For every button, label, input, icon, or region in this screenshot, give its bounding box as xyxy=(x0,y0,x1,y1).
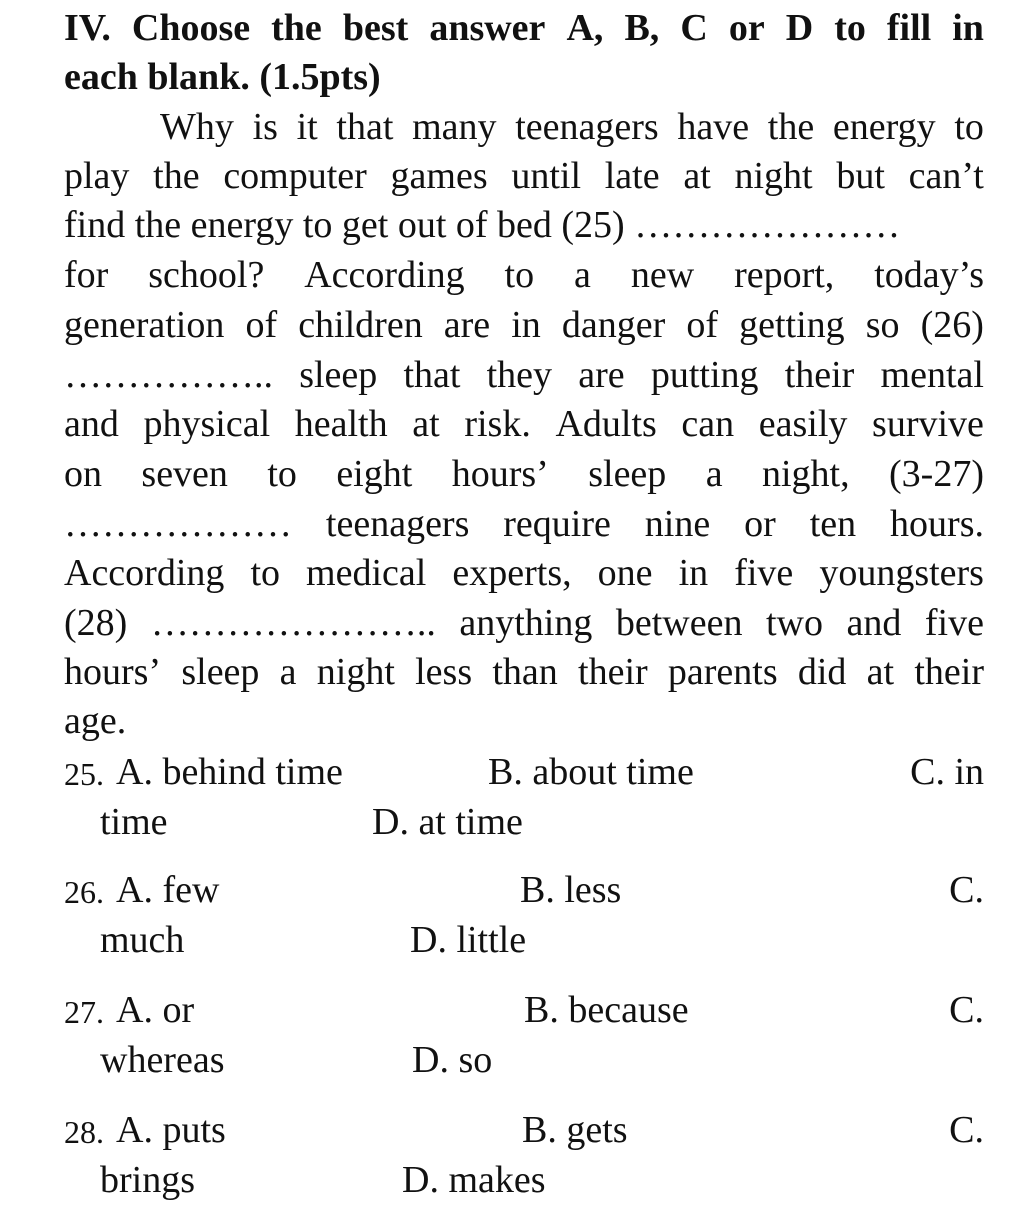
passage-line-5 xyxy=(64,301,984,349)
word: mental xyxy=(880,354,984,396)
option-d: D. so xyxy=(412,1039,493,1081)
passage-line-13: age. xyxy=(64,700,127,742)
word: hours’ xyxy=(451,453,549,495)
question-number: 27. xyxy=(64,994,104,1030)
word: the xyxy=(271,7,322,49)
word: ………………….. xyxy=(150,602,436,644)
option-c-continued: much xyxy=(100,919,185,961)
word: parents xyxy=(667,651,778,693)
word: a xyxy=(574,254,591,296)
word: a xyxy=(705,453,723,495)
passage-line-12 xyxy=(64,648,984,696)
word: two xyxy=(765,602,823,644)
option-c: C. xyxy=(949,869,984,911)
word: B, xyxy=(624,7,660,49)
word: the xyxy=(767,106,815,148)
word: have xyxy=(677,106,750,148)
word: According xyxy=(304,254,465,296)
word: games xyxy=(390,155,488,197)
word: A, xyxy=(566,7,604,49)
option-c-continued: time xyxy=(100,801,168,843)
word: night xyxy=(734,155,813,197)
passage-line-11 xyxy=(64,599,984,647)
option-a: A. behind time xyxy=(116,751,343,793)
word: health xyxy=(294,403,388,445)
passage-line-10 xyxy=(64,549,984,597)
word: is xyxy=(252,106,278,148)
word: for xyxy=(64,254,109,296)
section-heading-line-1 xyxy=(64,4,984,52)
word: anything xyxy=(459,602,593,644)
option-c: C. in xyxy=(910,751,984,793)
word: new xyxy=(630,254,695,296)
option-a: A. puts xyxy=(116,1109,226,1151)
word: survive xyxy=(872,403,984,445)
word: play xyxy=(64,155,130,197)
word: of xyxy=(686,304,719,346)
word: a xyxy=(279,651,297,693)
word: between xyxy=(615,602,743,644)
word: or xyxy=(728,7,765,49)
word: Why xyxy=(160,106,234,148)
word: or xyxy=(744,503,776,545)
word: in xyxy=(952,7,984,49)
word: generation xyxy=(64,304,225,346)
option-d: D. makes xyxy=(402,1159,546,1201)
passage-line-2 xyxy=(64,152,984,200)
word: did xyxy=(797,651,847,693)
word: many xyxy=(412,106,497,148)
word: it xyxy=(296,106,318,148)
word: in xyxy=(678,552,709,594)
word: at xyxy=(866,651,895,693)
word: that xyxy=(336,106,394,148)
word: Choose xyxy=(131,7,251,49)
word: (3-27) xyxy=(889,453,984,495)
word: energy xyxy=(832,106,936,148)
word: putting xyxy=(650,354,759,396)
option-a: A. or xyxy=(116,989,195,1031)
word: medical xyxy=(306,552,427,594)
option-c: C. xyxy=(949,1109,984,1151)
word: less xyxy=(415,651,473,693)
word: sleep xyxy=(299,354,378,396)
word: five xyxy=(924,602,984,644)
word: children xyxy=(298,304,423,346)
word: nine xyxy=(644,503,711,545)
word: today’s xyxy=(874,254,984,296)
word: best xyxy=(342,7,409,49)
question-number: 26. xyxy=(64,874,104,910)
word: to xyxy=(267,453,297,495)
word: Adults xyxy=(555,403,657,445)
passage-line-4 xyxy=(64,251,984,299)
word: to xyxy=(250,552,280,594)
word: their xyxy=(578,651,648,693)
word: at xyxy=(683,155,711,197)
option-a: A. few xyxy=(116,869,220,911)
passage-line-6 xyxy=(64,351,984,399)
word: that xyxy=(403,354,461,396)
word: youngsters xyxy=(819,552,984,594)
word: of xyxy=(245,304,278,346)
option-c-continued: brings xyxy=(100,1159,195,1201)
word: C xyxy=(680,7,708,49)
word: in xyxy=(511,304,541,346)
word: IV. xyxy=(64,7,111,49)
option-b: B. about time xyxy=(488,751,694,793)
word: night, xyxy=(761,453,850,495)
word: (26) xyxy=(920,304,984,346)
word: five xyxy=(734,552,794,594)
word: can’t xyxy=(908,155,984,197)
word: report, xyxy=(734,254,835,296)
word: to xyxy=(954,106,984,148)
word: D xyxy=(785,7,814,49)
word: to xyxy=(504,254,535,296)
word: are xyxy=(443,304,491,346)
word: …………….. xyxy=(64,354,273,396)
passage-line-8 xyxy=(64,450,984,498)
word: seven xyxy=(141,453,228,495)
word: the xyxy=(153,155,200,197)
option-b: B. because xyxy=(524,989,689,1031)
word: easily xyxy=(758,403,848,445)
section-heading-line-2: each blank. (1.5pts) xyxy=(64,56,381,98)
word: sleep xyxy=(588,453,667,495)
option-c-continued: whereas xyxy=(100,1039,225,1081)
word: danger xyxy=(561,304,666,346)
passage-line-9 xyxy=(64,500,984,548)
word: risk. xyxy=(464,403,531,445)
word: and xyxy=(846,602,902,644)
word: (28) xyxy=(64,602,128,644)
word: hours’ xyxy=(64,651,162,693)
word: teenagers xyxy=(325,503,470,545)
passage-line-1 xyxy=(160,103,984,151)
word: experts, xyxy=(452,552,572,594)
word: until xyxy=(511,155,582,197)
word: but xyxy=(836,155,885,197)
word: on xyxy=(64,453,102,495)
word: one xyxy=(597,552,653,594)
word: computer xyxy=(223,155,367,197)
word: require xyxy=(503,503,611,545)
word: school? xyxy=(148,254,265,296)
word: ……………… xyxy=(64,503,292,545)
word: getting xyxy=(739,304,845,346)
word: physical xyxy=(143,403,271,445)
option-b: B. less xyxy=(520,869,622,911)
word: to xyxy=(834,7,866,49)
word: they xyxy=(486,354,553,396)
word: According xyxy=(64,552,225,594)
option-d: D. little xyxy=(410,919,527,961)
word: can xyxy=(681,403,735,445)
word: teenagers xyxy=(515,106,659,148)
word: ten xyxy=(809,503,857,545)
word: fill xyxy=(886,7,932,49)
passage-line-7 xyxy=(64,400,984,448)
question-number: 25. xyxy=(64,756,104,792)
word: sleep xyxy=(181,651,260,693)
option-b: B. gets xyxy=(522,1109,628,1151)
word: answer xyxy=(429,7,546,49)
word: their xyxy=(784,354,855,396)
option-d: D. at time xyxy=(372,801,523,843)
option-c: C. xyxy=(949,989,984,1031)
word: hours. xyxy=(890,503,984,545)
word: eight xyxy=(336,453,413,495)
passage-line-3: find the energy to get out of bed (25) ………………… xyxy=(64,204,901,246)
word: are xyxy=(578,354,625,396)
question-number: 28. xyxy=(64,1114,104,1150)
word: late xyxy=(604,155,660,197)
word: at xyxy=(412,403,440,445)
word: so xyxy=(865,304,900,346)
word: their xyxy=(914,651,984,693)
word: than xyxy=(492,651,558,693)
word: and xyxy=(64,403,119,445)
word: night xyxy=(316,651,395,693)
